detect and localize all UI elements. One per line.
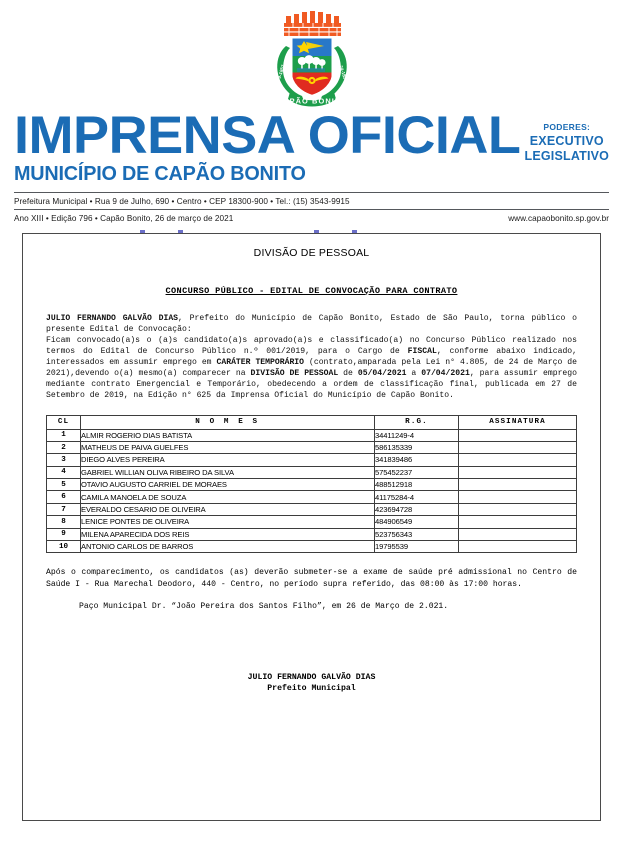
cell-classification: 6 [47,491,81,503]
cell-name: LENICE PONTES DE OLIVEIRA [81,516,375,528]
crest-container [0,8,623,116]
poderes-item-executivo: EXECUTIVO [529,134,604,148]
table-row [47,503,577,515]
cell-rg: 575452237 [375,466,459,478]
cell-name: MATHEUS DE PAIVA GUELFES [81,441,375,453]
edition-line: Ano XIII • Edição 796 • Capão Bonito, 26 de março de 2021 [14,213,234,223]
table-header-nomes: N O M E S [81,415,375,429]
date-start: 05/04/2021 [357,369,407,379]
signature-name: JULIO FERNANDO GALVÃO DIAS [247,672,376,682]
table-row [47,454,577,466]
website-link[interactable]: www.capaobonito.sp.gov.br [508,213,609,223]
table-header-row [47,415,577,429]
candidates-table-wrap [46,415,577,554]
cell-rg: 19795539 [375,541,459,553]
masthead-branding [14,106,521,185]
table-row [47,528,577,540]
cell-classification: 2 [47,441,81,453]
table-row [47,491,577,503]
conv-part-3: (contrato,amparada pela Lei n° 4.805, de 24 de Março de 2021),devendo o(a) mesmo(a) comparecer na [46,358,578,379]
document-subject: CONCURSO PÚBLICO - EDITAL DE CONVOCAÇÃO PARA CONTRATO [165,285,458,296]
table-row [47,429,577,441]
cell-classification: 1 [47,429,81,441]
cell-rg: 586135339 [375,441,459,453]
cargo-label: FISCAL [407,347,437,357]
table-row [47,466,577,478]
cell-rg: 488512918 [375,479,459,491]
conv-part-6: , para assumir emprego mediante contrato Emergencial e Temporário, obedecendo a ordem de classificação final, publicada em 27 de Setembro de 2019, na Edição n° 625 da Imprensa Oficial do Município de Capão Bonito. [46,369,577,401]
coat-of-arms-icon [266,8,358,112]
cell-rg: 523756343 [375,528,459,540]
masthead-title-row [0,106,623,185]
table-row [47,479,577,491]
mayor-name-inline: JULIO FERNANDO GALVÃO DIAS [46,313,179,323]
date-end: 07/04/2021 [421,369,470,379]
paragraph-convocation [46,335,577,402]
cell-signature [459,516,577,528]
document-heading: DIVISÃO DE PESSOAL [253,246,370,259]
cell-signature [459,466,577,478]
cell-signature [459,454,577,466]
divisao-label: DIVISÃO DE PESSOAL [250,369,339,379]
cell-classification: 7 [47,503,81,515]
conv-part-5: a [406,369,422,379]
cell-name: OTAVIO AUGUSTO CARRIEL DE MORAES [81,479,375,491]
cell-signature [459,441,577,453]
cell-signature [459,541,577,553]
official-notice-document [22,233,601,821]
cell-rg: 41175284-4 [375,491,459,503]
poderes-label: PODERES: [543,122,591,132]
svg-text:1-9-1857: 1-9-1857 [274,64,286,84]
table-body [47,429,577,553]
poderes-item-legislativo: LEGISLATIVO [524,149,610,164]
masthead [0,0,623,185]
cell-classification: 9 [47,528,81,540]
cell-classification: 8 [47,516,81,528]
cell-signature [459,479,577,491]
svg-text:CAPÃO BONITO: CAPÃO BONITO [276,96,347,106]
conv-part-1: Ficam convocado(a)s o (a)s candidato(a)s aprovado(a)s e classificado(a) no Concurso Público realizado nos termos do Edital de Concurso Público n.º 001/2019, para o Cargo de [46,335,577,357]
poderes-block [524,112,609,165]
cell-rg: 34411249-4 [375,429,459,441]
table-header-rg: R.G. [375,415,459,429]
address-line: Prefeitura Municipal • Rua 9 de Julho, 690 • Centro • CEP 18300-900 • Tel.: (15) 3543-9915 [14,196,350,206]
carater-label: CARÁTER TEMPORÁRIO [216,358,305,368]
cell-signature [459,528,577,540]
cell-name: MILENA APARECIDA DOS REIS [81,528,375,540]
cell-rg: 484906549 [375,516,459,528]
cell-rg: 423694728 [375,503,459,515]
cell-signature [459,429,577,441]
candidates-table [46,415,577,554]
cell-classification: 3 [47,454,81,466]
paragraph-mayor-intro [46,313,577,335]
cell-name: ANTONIO CARLOS DE BARROS [81,541,375,553]
table-header-cl: CL [47,415,81,429]
document-closing [46,567,577,611]
table-head [47,415,577,429]
table-header-assinatura: ASSINATURA [459,415,577,429]
address-line-row [0,193,623,209]
document-shell [22,233,601,821]
edition-line-row [0,210,623,227]
cell-classification: 10 [47,541,81,553]
masthead-subtitle: MUNICÍPIO DE CAPÃO BONITO [14,162,306,185]
mayor-intro-rest: , Prefeito do Município de Capão Bonito, Estado de São Paulo, torna público o presente Edital de Convocação: [46,313,577,334]
place-and-date: Paço Municipal Dr. “João Pereira dos Santos Filho”, em 26 de Março de 2.021. [79,601,449,611]
closing-paragraph: Após o comparecimento, os candidatos (as) deverão submeter-se a exame de saúde pré admissional no Centro de Saúde I - Rua Marechal Deodoro, 440 - Centro, no período supra referido, das 08:00 às 17:00 horas. [46,568,577,589]
svg-text:24-1857: 24-1857 [337,64,348,83]
cell-name: CAMILA MANOELA DE SOUZA [81,491,375,503]
cell-classification: 4 [47,466,81,478]
cell-name: EVERALDO CESARIO DE OLIVEIRA [81,503,375,515]
signature-role: Prefeito Municipal [267,684,356,694]
document-body [46,313,577,402]
conv-part-4: de [338,369,358,379]
cell-signature [459,491,577,503]
cell-name: DIEGO ALVES PEREIRA [81,454,375,466]
conv-part-2: , conforme abaixo indicado, interessados em assumir emprego em [46,347,578,368]
table-row [47,541,577,553]
cell-classification: 5 [47,479,81,491]
table-row [47,516,577,528]
cell-name: ALMIR ROGERIO DIAS BATISTA [81,429,375,441]
signature-block [37,672,586,695]
table-row [47,441,577,453]
cell-rg: 341839486 [375,454,459,466]
cell-signature [459,503,577,515]
page-title: IMPRENSA OFICIAL [14,106,521,165]
cell-name: GABRIEL WILLIAN OLIVA RIBEIRO DA SILVA [81,466,375,478]
